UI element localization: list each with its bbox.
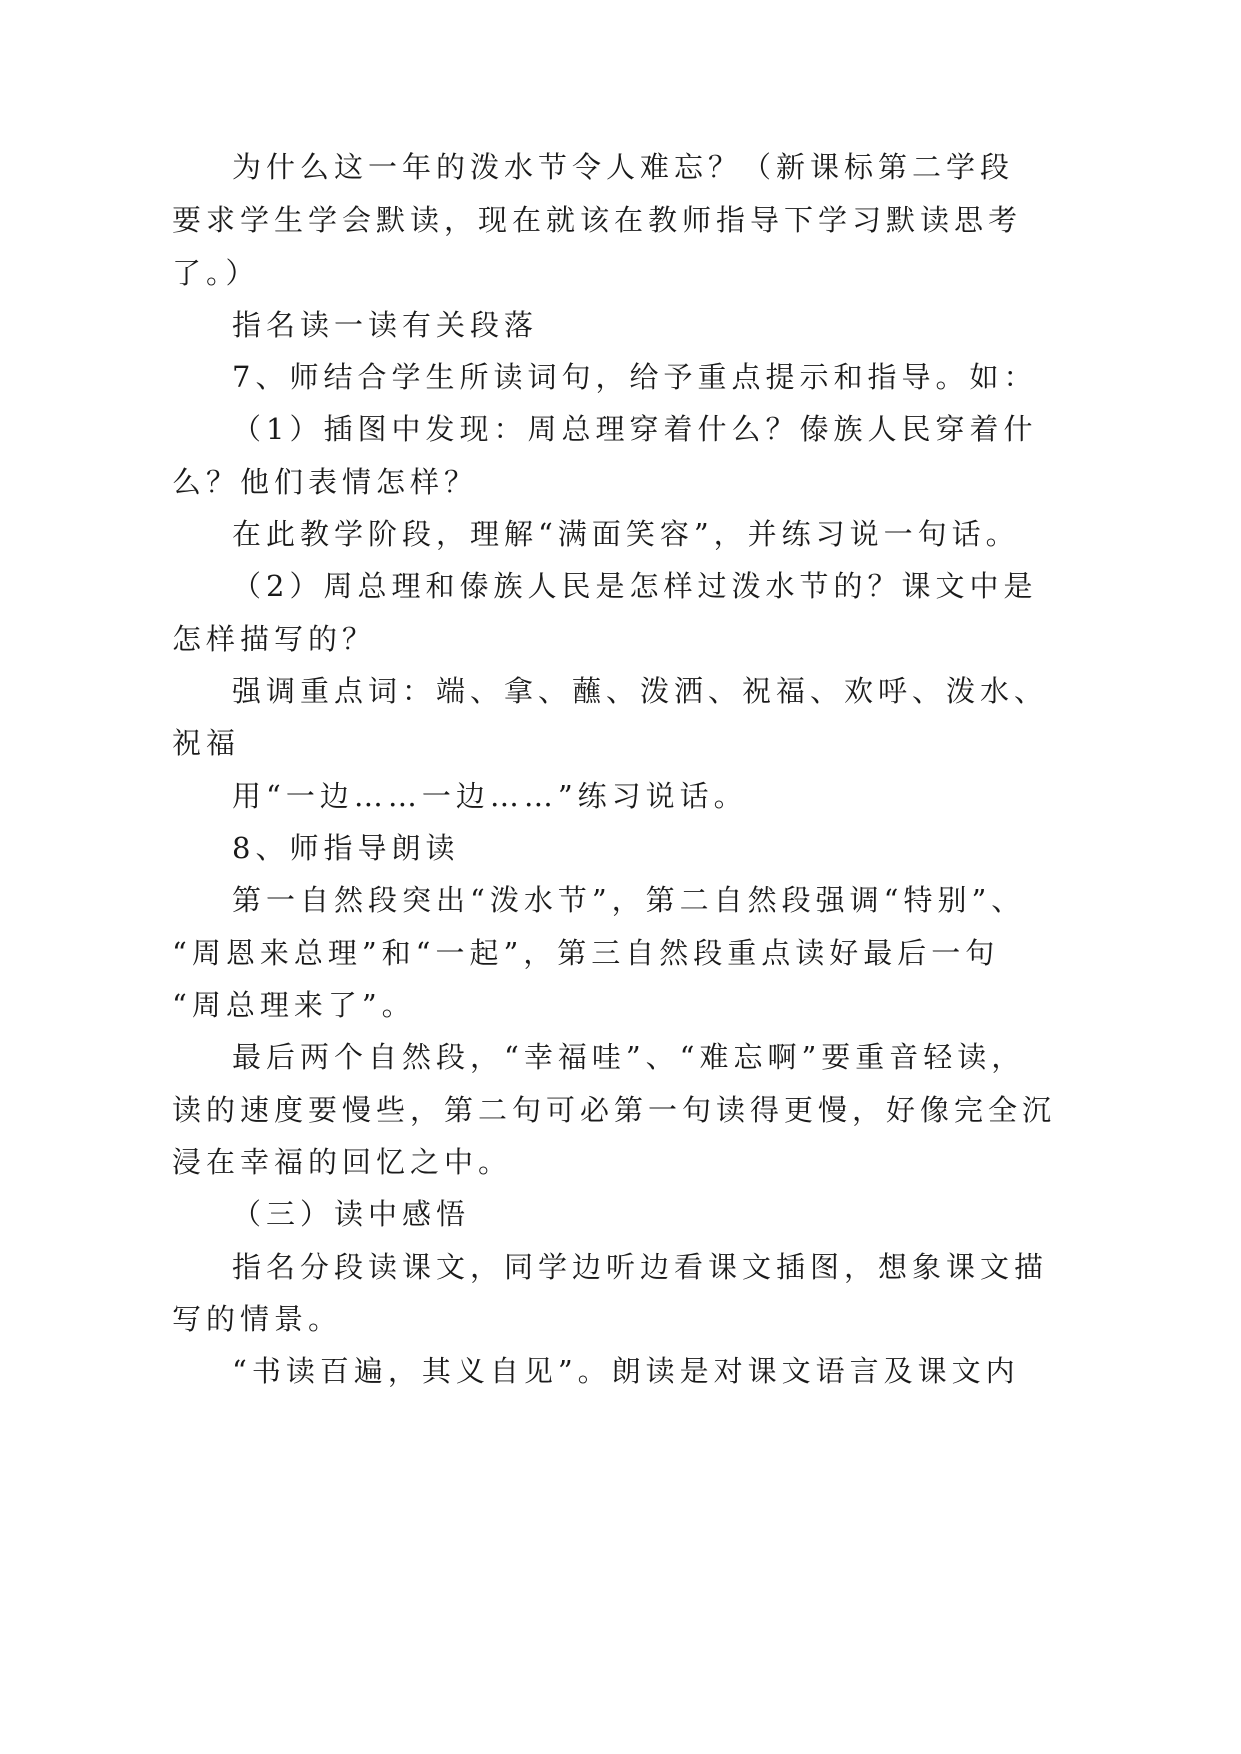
- text-line: （1）插图中发现：周总理穿着什么？傣族人民穿着什: [232, 412, 1038, 446]
- text-line: 写的情景。: [172, 1302, 343, 1336]
- text-line: 第一自然段突出“泼水节”，第二自然段强调“特别”、: [232, 883, 1026, 917]
- text-line: 强调重点词：端、拿、蘸、泼洒、祝福、欢呼、泼水、: [232, 674, 1049, 708]
- text-line: 要求学生学会默读，现在就该在教师指导下学习默读思考: [172, 203, 1023, 237]
- text-line: 指名读一读有关段落: [232, 308, 539, 342]
- text-line: （2）周总理和傣族人民是怎样过泼水节的？课文中是: [232, 569, 1038, 603]
- text-line: 8、师指导朗读: [232, 831, 460, 865]
- text-line: 了。）: [172, 256, 260, 290]
- text-line: 怎样描写的？: [172, 622, 377, 656]
- text-line: 么？他们表情怎样？: [172, 465, 479, 499]
- text-line: 读的速度要慢些，第二句可必第一句读得更慢，好像完全沉: [172, 1093, 1057, 1127]
- text-line: 7、师结合学生所读词句，给予重点提示和指导。如：: [232, 360, 1038, 394]
- text-line: 在此教学阶段，理解“满面笑容”，并练习说一句话。: [232, 517, 1020, 551]
- text-line: （三）读中感悟: [232, 1197, 471, 1231]
- text-line: 用“一边……一边……”练习说话。: [232, 779, 748, 813]
- text-line: 浸在幸福的回忆之中。: [172, 1145, 513, 1179]
- text-line: 指名分段读课文，同学边听边看课文插图，想象课文描: [232, 1250, 1049, 1284]
- text-line: “书读百遍，其义自见”。朗读是对课文语言及课文内: [232, 1354, 1020, 1388]
- text-line: “周恩来总理”和“一起”，第三自然段重点读好最后一句: [172, 936, 1000, 970]
- text-line: 最后两个自然段，“幸福哇”、“难忘啊”要重音轻读，: [232, 1040, 1026, 1074]
- text-line: 祝福: [172, 726, 241, 760]
- text-line: “周总理来了”。: [172, 988, 416, 1022]
- text-line: 为什么这一年的泼水节令人难忘？（新课标第二学段: [232, 150, 1015, 184]
